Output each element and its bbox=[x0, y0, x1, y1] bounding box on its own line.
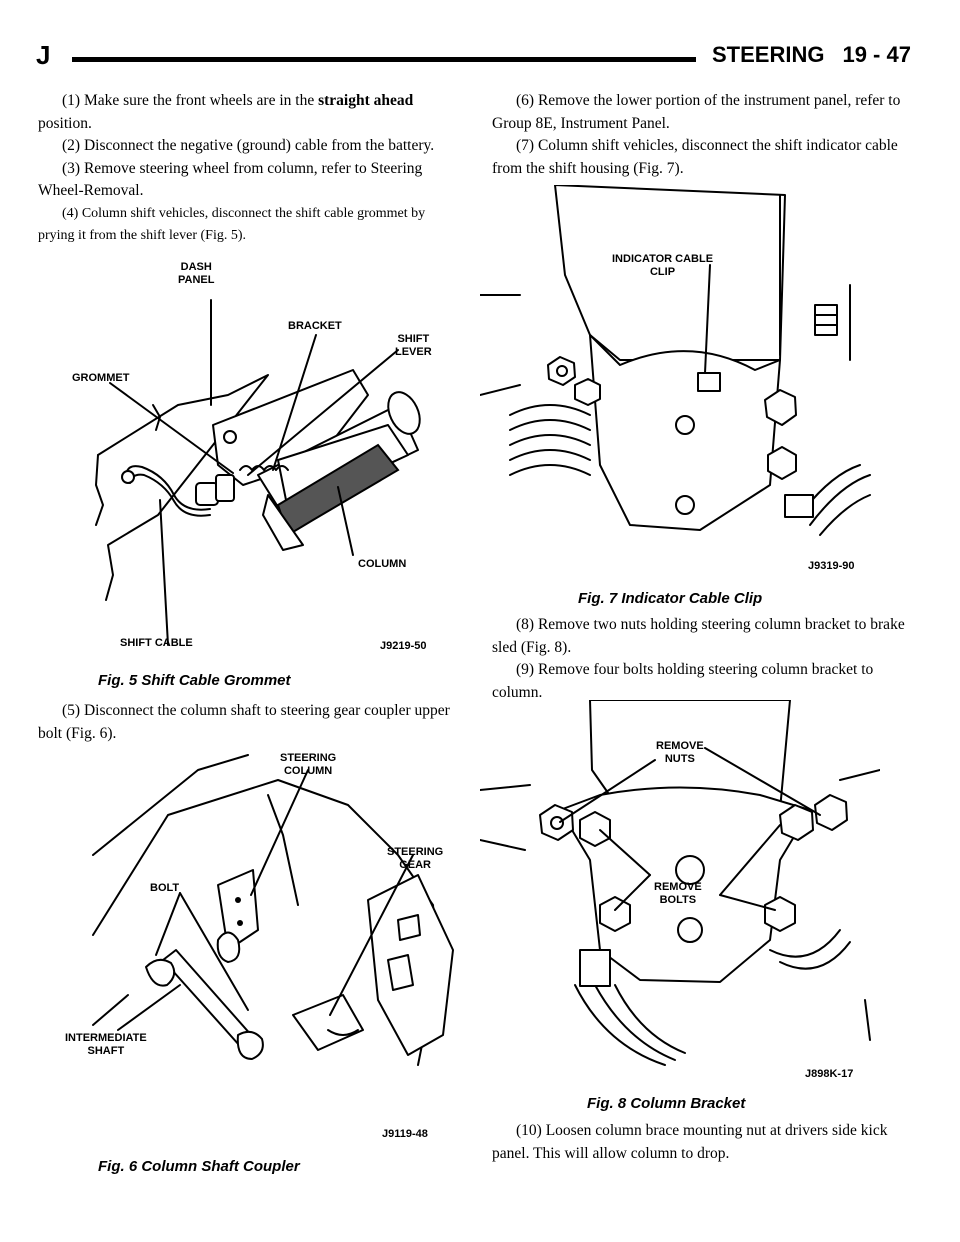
right-column-text-middle bbox=[492, 614, 912, 704]
fig5-label-shift-lever: SHIFT LEVER bbox=[395, 333, 432, 358]
step-9: (9) Remove four bolts holding steering column bracket to column. bbox=[492, 661, 874, 701]
page-number: 19 - 47 bbox=[842, 42, 911, 67]
fig8-label-remove-nuts: REMOVE NUTS bbox=[656, 740, 704, 765]
step-4: (4) Column shift vehicles, disconnect the shift cable grommet by prying it from the shift lever (Fig. 5). bbox=[38, 205, 426, 243]
fig6-label-bolt: BOLT bbox=[150, 882, 180, 894]
right-column-text-top bbox=[492, 90, 912, 180]
step-6: (6) Remove the lower portion of the instrument panel, refer to Group 8E, Instrument Panel. bbox=[492, 92, 901, 132]
fig5-label-shift-cable: SHIFT CABLE bbox=[120, 637, 193, 649]
step-1-tail: position. bbox=[38, 114, 92, 132]
step-5: (5) Disconnect the column shaft to steering gear coupler upper bolt (Fig. 6). bbox=[38, 702, 450, 742]
fig8-code: J898K-17 bbox=[805, 1068, 854, 1080]
fig6-label-intermediate-shaft: INTERMEDIATE SHAFT bbox=[65, 1032, 147, 1057]
fig5-label-column: COLUMN bbox=[358, 558, 407, 570]
right-column-text-bottom bbox=[492, 1120, 912, 1165]
fig8-caption: Fig. 8 Column Bracket bbox=[587, 1095, 746, 1112]
left-column-text-top bbox=[38, 90, 458, 248]
step-10: (10) Loosen column brace mounting nut at drivers side kick panel. This will allow column to drop. bbox=[492, 1122, 888, 1162]
fig6-caption: Fig. 6 Column Shaft Coupler bbox=[98, 1158, 300, 1175]
fig7-label-indicator-cable-clip: INDICATOR CABLE CLIP bbox=[612, 253, 714, 278]
fig7-caption: Fig. 7 Indicator Cable Clip bbox=[578, 590, 763, 607]
fig5-caption: Fig. 5 Shift Cable Grommet bbox=[98, 672, 291, 689]
header-rule bbox=[72, 57, 696, 62]
section-letter: J bbox=[36, 40, 51, 70]
step-2: (2) Disconnect the negative (ground) cable from the battery. bbox=[62, 137, 435, 154]
step-3: (3) Remove steering wheel from column, refer to Steering Wheel-Removal. bbox=[38, 159, 423, 199]
step-8: (8) Remove two nuts holding steering column bracket to brake sled (Fig. 8). bbox=[492, 616, 905, 656]
left-column-text-bottom bbox=[38, 700, 458, 745]
step-7: (7) Column shift vehicles, disconnect the shift indicator cable from the shift housing (Fig. 7). bbox=[492, 137, 898, 177]
fig5-illustration bbox=[68, 255, 468, 655]
fig6-code: J9119-48 bbox=[382, 1128, 428, 1140]
fig5-label-grommet: GROMMET bbox=[72, 372, 130, 384]
fig6-label-steering-column: STEERING COLUMN bbox=[280, 752, 337, 777]
fig6-label-steering-gear: STEERING GEAR bbox=[387, 846, 444, 871]
fig5-label-bracket: BRACKET bbox=[288, 320, 342, 332]
step-1-emphasis: straight ahead bbox=[318, 92, 414, 109]
fig5-code: J9219-50 bbox=[380, 640, 427, 652]
fig7-illustration bbox=[480, 185, 880, 580]
step-1-text: (1) Make sure the front wheels are in the bbox=[62, 92, 319, 109]
section-title: STEERING bbox=[712, 42, 825, 67]
fig6-illustration bbox=[68, 745, 468, 1130]
step-1 bbox=[38, 90, 458, 135]
fig5-label-dash-panel: DASH PANEL bbox=[178, 261, 215, 286]
fig8-label-remove-bolts: REMOVE BOLTS bbox=[654, 881, 702, 906]
fig7-code: J9319-90 bbox=[808, 560, 855, 572]
running-header bbox=[712, 42, 911, 68]
